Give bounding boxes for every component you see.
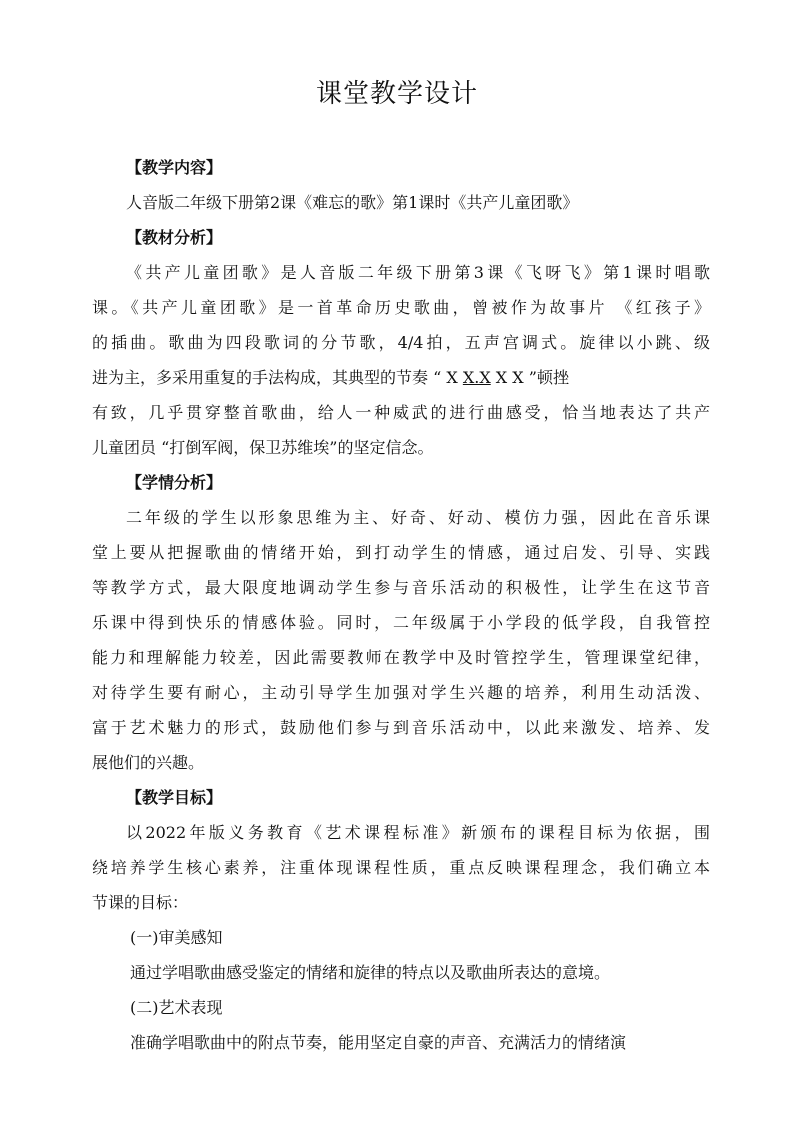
goal-sub-heading-1: (一)审美感知: [130, 928, 223, 947]
student-line-7: 富于艺术魅力的形式，鼓励他们参与到音乐活动中，以此来激发、培养、发: [92, 718, 710, 737]
material-line-1: 《共产儿童团歌》是人音版二年级下册第3课《飞呀飞》第1课时唱歌: [126, 263, 710, 282]
student-line-8: 展他们的兴趣。: [92, 753, 205, 772]
goal-line-1: 以2022年版义务教育《艺术课程标准》新颁布的课程目标为依据，围: [126, 823, 710, 842]
student-line-6: 对待学生要有耐心，主动引导学生加强对学生兴趣的培养，利用生动活泼、: [92, 683, 710, 702]
student-line-2: 堂上要从把握歌曲的情绪开始，到打动学生的情感，通过启发、引导、实践: [92, 543, 710, 562]
section-heading-material: 【教材分析】: [126, 228, 223, 247]
goal-line-2: 绕培养学生核心素养，注重体现课程性质，重点反映课程理念，我们确立本: [92, 858, 710, 877]
material-line-6: 儿童团员 “打倒军阀，保卫苏维埃”的坚定信念。: [92, 438, 434, 457]
section-heading-content: 【教学内容】: [126, 158, 223, 177]
goal-line-3: 节课的目标：: [92, 893, 189, 912]
material-line-5: 有致，几乎贯穿整首歌曲，给人一种威武的进行曲感受，恰当地表达了共产: [92, 403, 710, 422]
goal-sub-text-1: 通过学唱歌曲感受鉴定的情绪和旋律的特点以及歌曲所表达的意境。: [130, 963, 611, 982]
material-line-3: 的插曲。歌曲为四段歌词的分节歌，4/4拍，五声宫调式。旋律以小跳、级: [92, 333, 710, 352]
goal-sub-heading-2: (二)艺术表现: [130, 998, 223, 1017]
material-line-4-b: X X ”顿挫: [490, 368, 569, 387]
student-line-5: 能力和理解能力较差，因此需要教师在教学中及时管控学生，管理课堂纪律，: [92, 648, 710, 667]
page-title: 课堂教学设计: [315, 79, 478, 109]
section-heading-goal: 【教学目标】: [126, 788, 223, 807]
student-line-4: 乐课中得到快乐的情感体验。同时，二年级属于小学段的低学段，自我管控: [92, 613, 710, 632]
material-line-4: [92, 360, 710, 395]
goal-sub-text-2: 准确学唱歌曲中的附点节奏，能用坚定自豪的声音、充满活力的情绪演: [130, 1033, 627, 1052]
content-text: 人音版二年级下册第2课《难忘的歌》第1课时《共产儿童团歌》: [126, 193, 579, 212]
material-line-4-a: 进为主，多采用重复的手法构成，其典型的节奏 “ X: [92, 368, 463, 387]
student-line-3: 等教学方式，最大限度地调动学生参与音乐活动的积极性，让学生在这节音: [92, 578, 710, 597]
material-line-2: 课。《共产儿童团歌》是一首革命历史歌曲，曾被作为故事片 《红孩子》: [92, 298, 710, 317]
student-line-1: 二年级的学生以形象思维为主、好奇、好动、模仿力强，因此在音乐课: [126, 508, 710, 527]
document-body: [92, 150, 710, 1060]
section-heading-student: 【学情分析】: [126, 473, 223, 492]
rhythm-underlined: X.X: [462, 368, 491, 387]
